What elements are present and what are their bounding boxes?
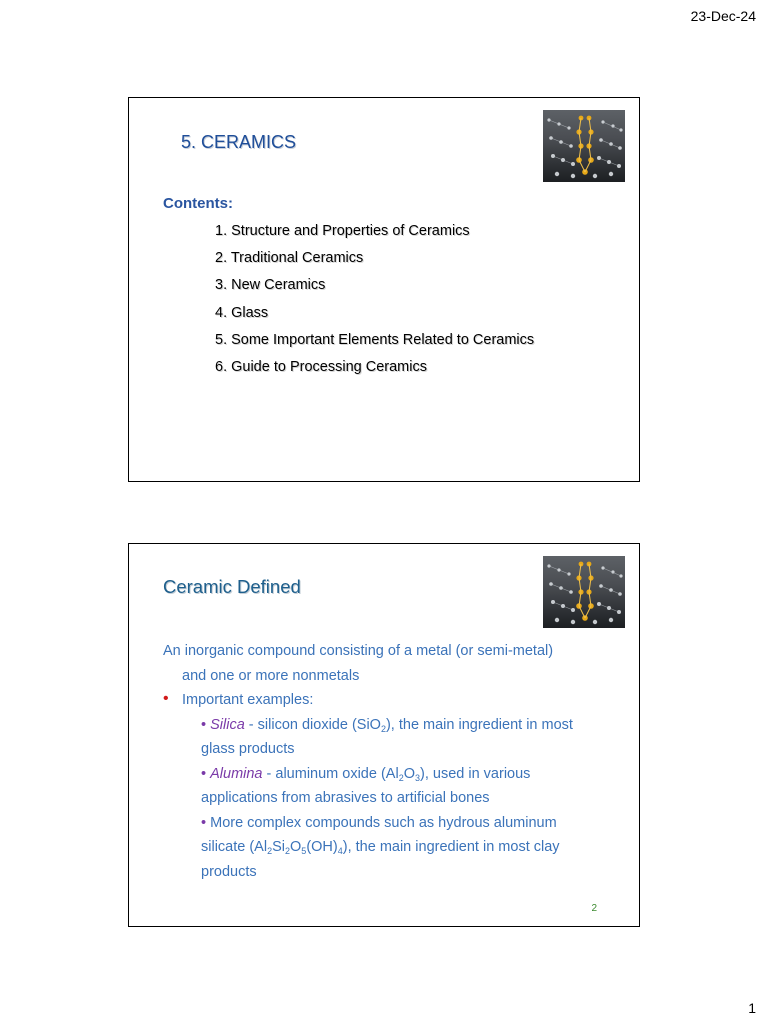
alumina-subscript: 3 [414,772,420,783]
slide-2 [128,543,640,927]
complex-text: O [290,839,302,855]
silica-text: ), the main ingredient in most [385,716,573,733]
complex-subscript: 2 [285,846,291,856]
intro-line: and one or more nonmetals [182,667,360,684]
crystal-lattice-icon [543,556,625,628]
silica-text: - silicon dioxide (SiO [244,716,381,733]
page-number: 1 [748,1000,756,1016]
complex-subscript: 4 [337,846,343,856]
intro-line: An inorganic compound consisting of a metal (or semi-metal) [163,643,554,659]
alumina-line2: applications from abrasives to artificial bones [201,790,490,806]
silica-term: Silica [210,716,245,733]
complex-line1: More complex compounds such as hydrous aluminum [210,814,557,831]
complex-subscript: 5 [301,846,307,856]
silica-line2: glass products [201,741,295,757]
bullet-icon: • [201,765,207,782]
complex-subscript: 2 [267,846,273,856]
complex-bullet [163,811,603,885]
complex-line3: products [201,863,257,880]
complex-text: silicate (Al [201,839,268,855]
contents-item: 4. Glass [215,304,269,321]
page-date: 23-Dec-24 [690,8,756,24]
bullet-icon: • [163,690,169,707]
contents-item: 5. Some Important Elements Related to Ceramics [215,331,535,348]
examples-bullet [163,688,603,713]
contents-item: 3. New Ceramics [215,277,326,294]
alumina-text: - aluminum oxide (Al [262,765,399,782]
complex-text: Si [272,839,285,855]
alumina-text: O [403,765,415,782]
crystal-lattice-icon [543,110,625,182]
examples-label: Important examples: [182,692,314,708]
alumina-subscript: 2 [398,772,404,783]
alumina-bullet [163,762,603,811]
slide-1 [128,97,640,482]
alumina-text: ), used in various [420,765,531,782]
silica-subscript: 2 [380,723,386,734]
slide-1-title: 5. CERAMICS [181,132,297,152]
complex-text: ), the main ingredient in most clay [342,839,560,855]
alumina-term: Alumina [210,765,263,782]
bullet-icon: • [201,814,207,831]
contents-label: Contents: [163,195,233,212]
contents-item: 2. Traditional Ceramics [215,250,364,267]
silica-bullet [163,713,603,762]
complex-text: (OH) [306,839,338,855]
slide-2-title: Ceramic Defined [163,576,301,597]
slide-number: 2 [591,903,597,914]
slide-2-body [163,639,603,884]
contents-list [215,222,534,385]
contents-item: 6. Guide to Processing Ceramics [215,358,427,375]
contents-item: 1. Structure and Properties of Ceramics [215,223,470,239]
bullet-icon: • [201,716,207,733]
